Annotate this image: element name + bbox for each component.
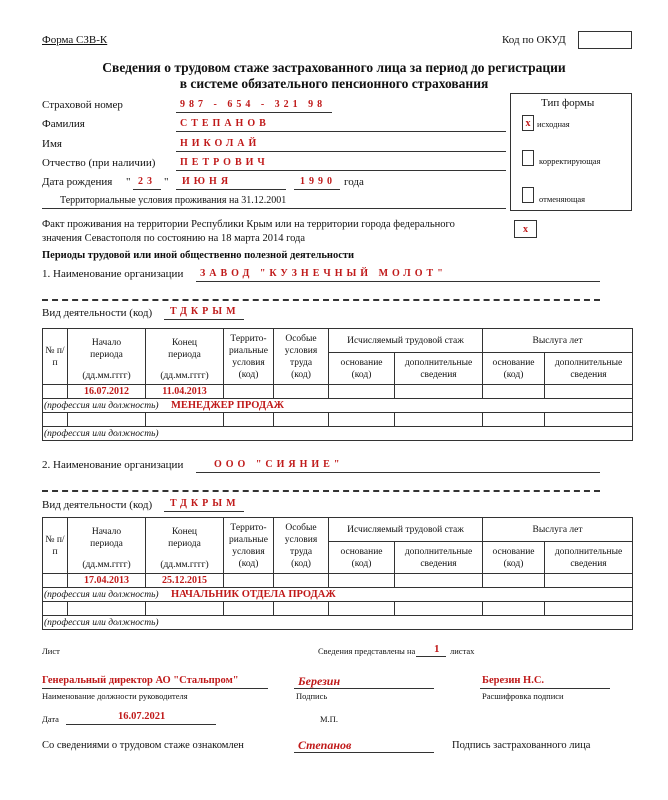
okud-code-box[interactable] [578,31,632,49]
org2-periods-table [42,517,633,630]
col-service: Выслуга лет [483,329,633,353]
org2-label: 2. Наименование организации [42,459,184,471]
name-value: НИКОЛАЙ [180,138,261,149]
org2-start-date[interactable]: 17.04.2013 [68,574,146,588]
insurance-label: Страховой номер [42,99,123,111]
org1-activity-underline [164,319,244,320]
form-type-title: Тип формы [541,97,595,109]
dob-day-underline [133,189,161,190]
org2-activity: ТДКРЫМ [170,498,240,509]
col-end: Конец периода [146,329,224,369]
form-type-corrective-label: корректирующая [539,156,601,166]
table-cell[interactable] [274,413,329,427]
signing-date-underline [66,724,216,725]
col-service: Выслуга лет [483,518,633,542]
dob-day: 23 [138,176,156,187]
page-title-line2: в системе обязательного пенсионного страхования [179,76,489,91]
table-cell[interactable] [329,574,395,588]
org2-profession-row-2[interactable]: (профессия или должность) [43,616,633,630]
sheet-label: Лист [42,646,60,656]
table-cell[interactable] [146,602,224,616]
table-cell[interactable] [274,602,329,616]
col-service-basis: основание (код) [483,542,545,574]
form-type-cancelling-checkbox[interactable] [522,187,534,203]
dob-label: Дата рождения [42,176,113,188]
head-decoding-label: Расшифровка подписи [482,691,564,701]
table-cell[interactable] [483,602,545,616]
table-cell[interactable] [224,413,274,427]
person-signature-label: Подпись застрахованного лица [452,740,591,751]
col-end-format: (дд.мм.гггг) [146,558,224,574]
head-signature-underline [294,688,434,689]
col-service-additional: дополнительные сведения [545,353,633,385]
dob-month: ИЮНЯ [182,176,233,187]
table-cell[interactable] [483,574,545,588]
table-cell[interactable] [329,413,395,427]
org2-end-date[interactable]: 25.12.2015 [146,574,224,588]
table-cell[interactable] [224,574,274,588]
table-cell[interactable] [68,602,146,616]
form-type-panel [510,93,632,211]
col-territorial: Террито- риальные условия (код) [224,518,274,574]
territorial-conditions: Территориальные условия проживания на 31.12.2001 [60,195,287,206]
territorial-underline [42,208,506,209]
date-label: Дата [42,714,59,724]
org2-dashed-line [42,490,600,492]
dob-quote-open: " [126,176,131,188]
org2-underline [196,472,600,473]
col-end-format: (дд.мм.гггг) [146,369,224,385]
col-calc-basis: основание (код) [329,542,395,574]
form-type-original-label: исходная [537,119,570,129]
table-cell[interactable] [545,574,633,588]
crimea-line2: значения Севастополя по состоянию на 18 марта 2014 года [42,233,306,244]
table-cell[interactable] [329,602,395,616]
table-cell[interactable] [43,574,68,588]
patronymic-underline [176,170,506,171]
table-cell[interactable] [43,413,68,427]
sheets-count-underline [416,656,446,657]
col-start: Начало периода [68,329,146,369]
person-signature-underline [294,752,434,753]
col-calc: Исчисляемый трудовой стаж [329,518,483,542]
table-cell[interactable] [274,385,329,399]
crimea-line1: Факт проживания на территории Республики Крым или на территории города федерального [42,219,455,230]
org1-profession: МЕНЕДЖЕР ПРОДАЖ [170,399,285,411]
head-decoding: Березин Н.С. [482,675,545,686]
form-name: Форма СЗВ-К [42,34,108,46]
form-type-cancelling-label: отменяющая [539,194,586,204]
sheets-word: листах [450,646,475,656]
head-decoding-underline [480,688,610,689]
col-service-additional: дополнительные сведения [545,542,633,574]
dob-year-underline [294,189,340,190]
okud-label: Код по ОКУД [502,34,566,46]
patronymic-label: Отчество (при наличии) [42,157,156,169]
table-cell[interactable] [146,413,224,427]
name-underline [176,151,506,152]
name-label: Имя [42,138,62,150]
dob-quote-close: " [164,176,169,188]
table-cell[interactable] [43,602,68,616]
org1-start-date[interactable]: 16.07.2012 [68,385,146,399]
org2-profession-row[interactable] [43,588,633,602]
dob-month-underline [176,189,286,190]
table-cell[interactable] [224,602,274,616]
col-calc-additional: дополнительные сведения [395,542,483,574]
org1-dashed-line [42,299,600,301]
presented-label: Сведения представлены на [318,646,416,656]
col-num: № п/п [43,518,68,574]
form-type-original-checkbox[interactable] [522,115,534,131]
table-cell[interactable] [395,385,483,399]
org2-activity-underline [164,511,244,512]
col-end: Конец периода [146,518,224,558]
org2-profession-label: (профессия или должность) [44,589,159,600]
org2-profession: НАЧАЛЬНИК ОТДЕЛА ПРОДАЖ [170,588,336,600]
table-cell[interactable] [545,385,633,399]
table-cell[interactable] [483,385,545,399]
head-position-label: Наименование должности руководителя [42,691,188,701]
col-start-format: (дд.мм.гггг) [68,558,146,574]
signing-date: 16.07.2021 [118,711,166,722]
col-calc-additional: дополнительные сведения [395,353,483,385]
table-cell[interactable] [329,385,395,399]
crimea-mark: x [523,224,528,235]
table-cell[interactable] [395,413,483,427]
insurance-number: 987 - 654 - 321 98 [180,99,327,110]
col-calc-basis: основание (код) [329,353,395,385]
org1-underline [196,281,600,282]
table-cell[interactable] [483,413,545,427]
org1-profession-row-2[interactable]: (профессия или должность) [43,427,633,441]
head-signature-label: Подпись [296,691,328,701]
org1-activity: ТДКРЫМ [170,306,240,317]
table-cell[interactable] [545,413,633,427]
col-calc: Исчисляемый трудовой стаж [329,329,483,353]
org1-name: ЗАВОД "КУЗНЕЧНЫЙ МОЛОТ" [200,268,447,279]
page-title-line1: Сведения о трудовом стаже застрахованного лица за период до регистрации [102,60,566,75]
table-cell[interactable] [43,385,68,399]
table-cell[interactable] [274,574,329,588]
col-territorial: Террито- риальные условия (код) [224,329,274,385]
col-special: Особые условия труда (код) [274,329,329,385]
insurance-underline [176,112,332,113]
dob-year-label: года [344,176,364,188]
form-type-original-mark: x [525,118,531,129]
periods-title: Периоды трудовой или иной общественно полезной деятельности [42,250,355,261]
patronymic-value: ПЕТРОВИЧ [180,157,269,168]
head-signature: Березин [298,674,341,688]
org1-end-date[interactable]: 11.04.2013 [146,385,224,399]
col-start: Начало периода [68,518,146,558]
col-num: № п/п [43,329,68,385]
org2-activity-label: Вид деятельности (код) [42,499,153,511]
head-position-underline [42,688,268,689]
table-cell[interactable] [395,602,483,616]
dob-year: 1990 [300,176,336,187]
table-cell[interactable] [68,413,146,427]
table-cell[interactable] [545,602,633,616]
col-start-format: (дд.мм.гггг) [68,369,146,385]
person-signature: Степанов [298,738,352,752]
org1-profession-row[interactable] [43,399,633,413]
org1-profession-label: (профессия или должность) [44,400,159,411]
surname-underline [176,131,506,132]
surname-label: Фамилия [42,118,85,130]
org1-label: 1. Наименование организации [42,268,184,280]
col-special: Особые условия труда (код) [274,518,329,574]
table-cell[interactable] [224,385,274,399]
stamp-label: М.П. [320,714,338,724]
form-type-corrective-checkbox[interactable] [522,150,534,166]
org1-periods-table [42,328,633,441]
sheets-count: 1 [434,643,440,655]
col-service-basis: основание (код) [483,353,545,385]
head-position: Генеральный директор АО "Стальпром" [42,675,239,686]
surname-value: СТЕПАНОВ [180,118,270,129]
table-cell[interactable] [395,574,483,588]
org1-activity-label: Вид деятельности (код) [42,307,153,319]
org2-name: ООО "СИЯНИЕ" [214,459,344,470]
crimea-checkbox[interactable] [514,220,537,238]
acquainted-label: Со сведениями о трудовом стаже ознакомлен [42,740,244,751]
